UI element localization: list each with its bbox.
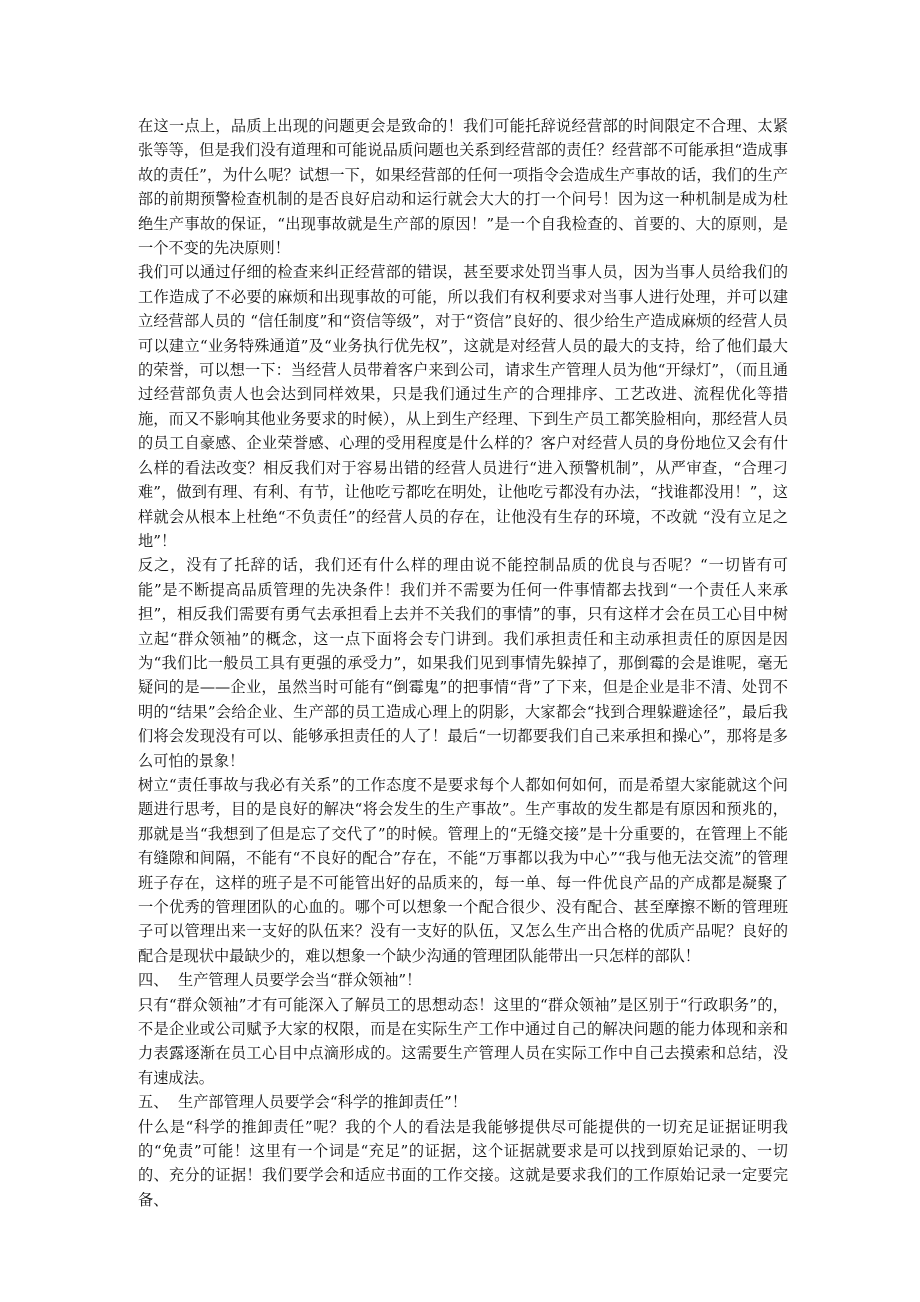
paragraph-error-correction: 我们可以通过仔细的检查来纠正经营部的错误，甚至要求处罚当事人员，因为当事人员给我们的工作造成了不必要的麻烦和出现事故的可能，所以我们有权利要求对当事人进行处理，并可以建立经营部人员的 “信任制度”和“资信等级”，对于“资信”良好的、很少给生产造成麻烦的经营人员可以建立“业务特殊通道”及“业务执行优先权”，这就是对经营人员的最大的支持，给了他们最大的荣誉，可以想一下：当经营人员带着客户来到公司，请求生产管理人员为他“开绿灯”，（而且通过经营部负责人也会达到同样效果，只是我们通过生产的合理排序、工艺改进、流程优化等措施，而又不影响其他业务要求的时候），从上到生产经理、下到生产员工都笑脸相向，那经营人员的员工自豪感、企业荣誉感、心理的受用程度是什么样的？客户对经营人员的身份地位又会有什么样的看法改变？相反我们对于容易出错的经营人员进行“进入预警机制”，从严审查，“合理刁难”，做到有理、有利、有节，让他吃亏都吃在明处，让他吃亏都没有办法，“找谁都没用！”，这样就会从根本上杜绝“不负责任”的经营人员的存在，让他没有生存的环境，不改就 “没有立足之地”！ (138, 263, 788, 550)
paragraph-taking-responsibility: 反之，没有了托辞的话，我们还有什么样的理由说不能控制品质的优良与否呢？“一切皆有可能”是不断提高品质管理的先决条件！我们并不需要为任何一件事情都去找到“一个责任人来承担”，相反我们需要有勇气去承担看上去并不关我们的事情”的事，只有这样才会在员工心目中树立起“群众领袖”的概念，这一点下面将会专门讲到。我们承担责任和主动承担责任的原因是因为“我们比一般员工具有更强的承受力”，如果我们见到事情先躲掉了，那倒霉的会是谁呢，毫无疑问的是——企业，虽然当时可能有“倒霉鬼”的把事情“背”了下来，但是企业是非不清、处罚不明的“结果”会给企业、生产部的员工造成心理上的阴影，大家都会“找到合理躲避途径”，最后我们将会发现没有可以、能够承担责任的人了！最后“一切都要我们自己来承担和操心”，那将是多么可怕的景象！ (138, 556, 788, 770)
document-body (138, 114, 788, 1212)
section-heading-four: 四、 生产管理人员要学会当“群众领袖”！ (138, 971, 422, 990)
section-heading-five: 五、 生产部管理人员要学会“科学的推卸责任”！ (138, 1093, 467, 1112)
paragraph-work-attitude: 树立“责任事故与我必有关系”的工作态度不是要求每个人都如何如何，而是希望大家能就这个问题进行思考，目的是良好的解决“将会发生的生产事故”。生产事故的发生都是有原因和预兆的，那就是当“我想到了但是忘了交代了”的时候。管理上的“无缝交接”是十分重要的，在管理上不能有缝隙和间隔，不能有“不良好的配合”存在，不能“万事都以我为中心”“我与他无法交流”的管理班子存在，这样的班子是不可能管出好的品质来的，每一单、每一件优良产品的产成都是凝聚了一个优秀的管理团队的心血的。哪个可以想象一个配合很少、没有配合、甚至摩擦不断的管理班子可以管理出来一支好的队伍来？没有一支好的队伍，又怎么生产出合格的优质产品呢？良好的配合是现状中最缺少的，难以想象一个缺少沟通的管理团队能带出一只怎样的部队！ (138, 775, 788, 965)
paragraph-scientific-responsibility: 什么是“科学的推卸责任”呢？我的个人的看法是我能够提供尽可能提供的一切充足证据证明我的“免责”可能！这里有一个词是“充足”的证据，这个证据就要求是可以找到原始记录的、一切的、充分的证据！我们要学会和适应书面的工作交接。这就是要求我们的工作原始记录一定要完备、 (138, 1117, 788, 1209)
paragraph-mass-leader: 只有“群众领袖”才有可能深入了解员工的思想动态！这里的“群众领袖”是区别于“行政职务”的，不是企业或公司赋予大家的权限，而是在实际生产工作中通过自己的解决问题的能力体现和亲和力表露逐渐在员工心目中点滴形成的。这需要生产管理人员在实际工作中自己去摸索和总结，没有速成法。 (138, 995, 788, 1087)
paragraph-product-quality: 在这一点上，品质上出现的问题更会是致命的！我们可能托辞说经营部的时间限定不合理、太紧张等等，但是我们没有道理和可能说品质问题也关系到经营部的责任？经营部不可能承担“造成事故的责任”，为什么呢？试想一下，如果经营部的任何一项指令会造成生产事故的话，我们的生产部的前期预警检查机制的是否良好启动和运行就会大大的打一个问号！因为这一种机制是成为杜绝生产事故的保证，“出现事故就是生产部的原因！”是一个自我检查的、首要的、大的原则，是一个不变的先决原则！ (138, 117, 788, 258)
